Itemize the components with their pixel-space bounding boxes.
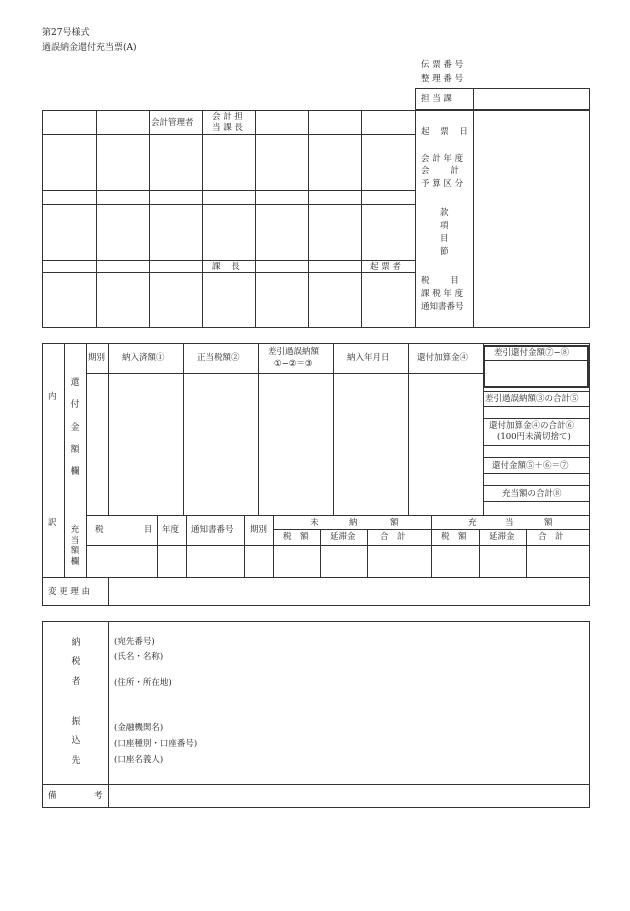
kasan-gokei-label: 還付加算金④の合計⑥ bbox=[489, 421, 575, 431]
col-tsuchisho: 通知書番号 bbox=[191, 525, 234, 535]
uchi-label: 内 bbox=[48, 392, 57, 402]
mino-entaikin: 延滞金 bbox=[330, 532, 356, 542]
biko-a-label: 備 bbox=[48, 791, 57, 801]
kazei-nendo-label: 課 税 年 度 bbox=[421, 289, 464, 299]
tsuchisho-bango-label: 通知書番号 bbox=[421, 302, 464, 312]
form-number: 第27号様式 bbox=[42, 28, 90, 38]
koza-meigi-label: (口座名義人) bbox=[114, 755, 164, 765]
col-nonyu-bi: 納入年月日 bbox=[347, 353, 390, 363]
kago-gokei-label: 差引過誤納額③の合計⑤ bbox=[485, 394, 579, 404]
juto-entaikin: 延滞金 bbox=[489, 532, 515, 542]
col-nonyu-zumi: 納入済額① bbox=[122, 353, 165, 363]
nozeisha-label: 納 税 者 bbox=[71, 638, 81, 687]
col-kanpu-kasan: 還付加算金④ bbox=[417, 353, 469, 363]
col-nendo: 年度 bbox=[162, 525, 180, 535]
kaikei-nendo-label: 会 計 年 度 bbox=[421, 154, 464, 164]
setsu-label: 節 bbox=[440, 247, 449, 257]
kinyu-kikan-label: (金融機関名) bbox=[114, 723, 164, 733]
col-kibetsu: 期別 bbox=[88, 353, 106, 363]
col-zeimoku-a: 税 bbox=[95, 525, 104, 535]
kihyosha-label: 起 票 者 bbox=[370, 262, 401, 272]
kanpu-kingaku-label: 還付金額⑤＋⑥＝⑦ bbox=[492, 461, 569, 471]
juto-2: 当 bbox=[505, 518, 514, 528]
denpyo-bango-label: 伝 票 番 号 bbox=[421, 60, 464, 70]
ko-label: 項 bbox=[440, 221, 449, 231]
mino-gokei: 合 計 bbox=[380, 532, 406, 542]
jusho-label: (住所・所在地) bbox=[114, 678, 172, 688]
mino-1: 未 bbox=[310, 518, 319, 528]
col-seito-zeigaku: 正当税額② bbox=[197, 353, 240, 363]
col-zeimoku-b: 目 bbox=[144, 525, 153, 535]
kaikei-kanrisha-label: 会計管理者 bbox=[151, 118, 194, 128]
shimei-label: (氏名・名称) bbox=[114, 652, 164, 662]
kaikei-tanto-label: 会 計 担 bbox=[212, 112, 243, 122]
henko-riyu-row bbox=[42, 577, 590, 606]
kaikei-label: 会 計 bbox=[421, 166, 468, 176]
col-formula: ①−②＝③ bbox=[274, 359, 313, 369]
moku-label: 目 bbox=[440, 234, 449, 244]
juto-gokei-label: 充当額の合計⑧ bbox=[502, 489, 562, 499]
mino-2: 納 bbox=[349, 518, 358, 528]
kanpu-kingaku-ran-label: 還 付 金 額 欄 bbox=[70, 378, 80, 477]
seiri-bango-label: 整 理 番 号 bbox=[421, 74, 464, 84]
yosan-kubun-label: 予 算 区 分 bbox=[421, 179, 464, 189]
atesaki-bango-label: (宛先番号) bbox=[114, 637, 155, 647]
taxpayer-block bbox=[42, 621, 590, 808]
juto-3: 額 bbox=[544, 518, 553, 528]
sashihiki-kanpu-label: 差引還付金額⑦−⑧ bbox=[494, 348, 570, 358]
mino-zeigaku: 税 額 bbox=[283, 532, 309, 542]
kihyo-bi-label: 起 票 日 bbox=[421, 127, 472, 137]
tanto-ka-label: 担 当 課 bbox=[421, 94, 452, 104]
juto-gokei: 合 計 bbox=[538, 532, 564, 542]
juto-ran-label: 充 当 額 欄 bbox=[70, 525, 80, 567]
kacho-label: 課 長 bbox=[212, 262, 244, 272]
tanto-kacho-label: 当 課 長 bbox=[212, 123, 243, 133]
furikomisaki-label: 振 込 先 bbox=[71, 717, 81, 766]
kasan-kirisute-label: (100円未満切捨て) bbox=[497, 432, 571, 442]
wake-label: 訳 bbox=[48, 518, 57, 528]
koza-label: (口座種別・口座番号) bbox=[114, 739, 198, 749]
mino-3: 額 bbox=[390, 518, 399, 528]
col-sashihiki-kago: 差引過誤納額 bbox=[268, 347, 320, 357]
approval-block bbox=[42, 110, 590, 328]
juto-zeigaku: 税 額 bbox=[441, 532, 467, 542]
henko-riyu-label: 変 更 理 由 bbox=[48, 587, 91, 597]
form-title: 過誤納金還付充当票(A) bbox=[42, 43, 137, 53]
col-juto-kibetsu: 期別 bbox=[250, 525, 268, 535]
biko-b-label: 考 bbox=[94, 791, 103, 801]
kan-label: 款 bbox=[440, 208, 449, 218]
zeimoku-label: 税 目 bbox=[421, 276, 468, 286]
juto-1: 充 bbox=[468, 518, 477, 528]
